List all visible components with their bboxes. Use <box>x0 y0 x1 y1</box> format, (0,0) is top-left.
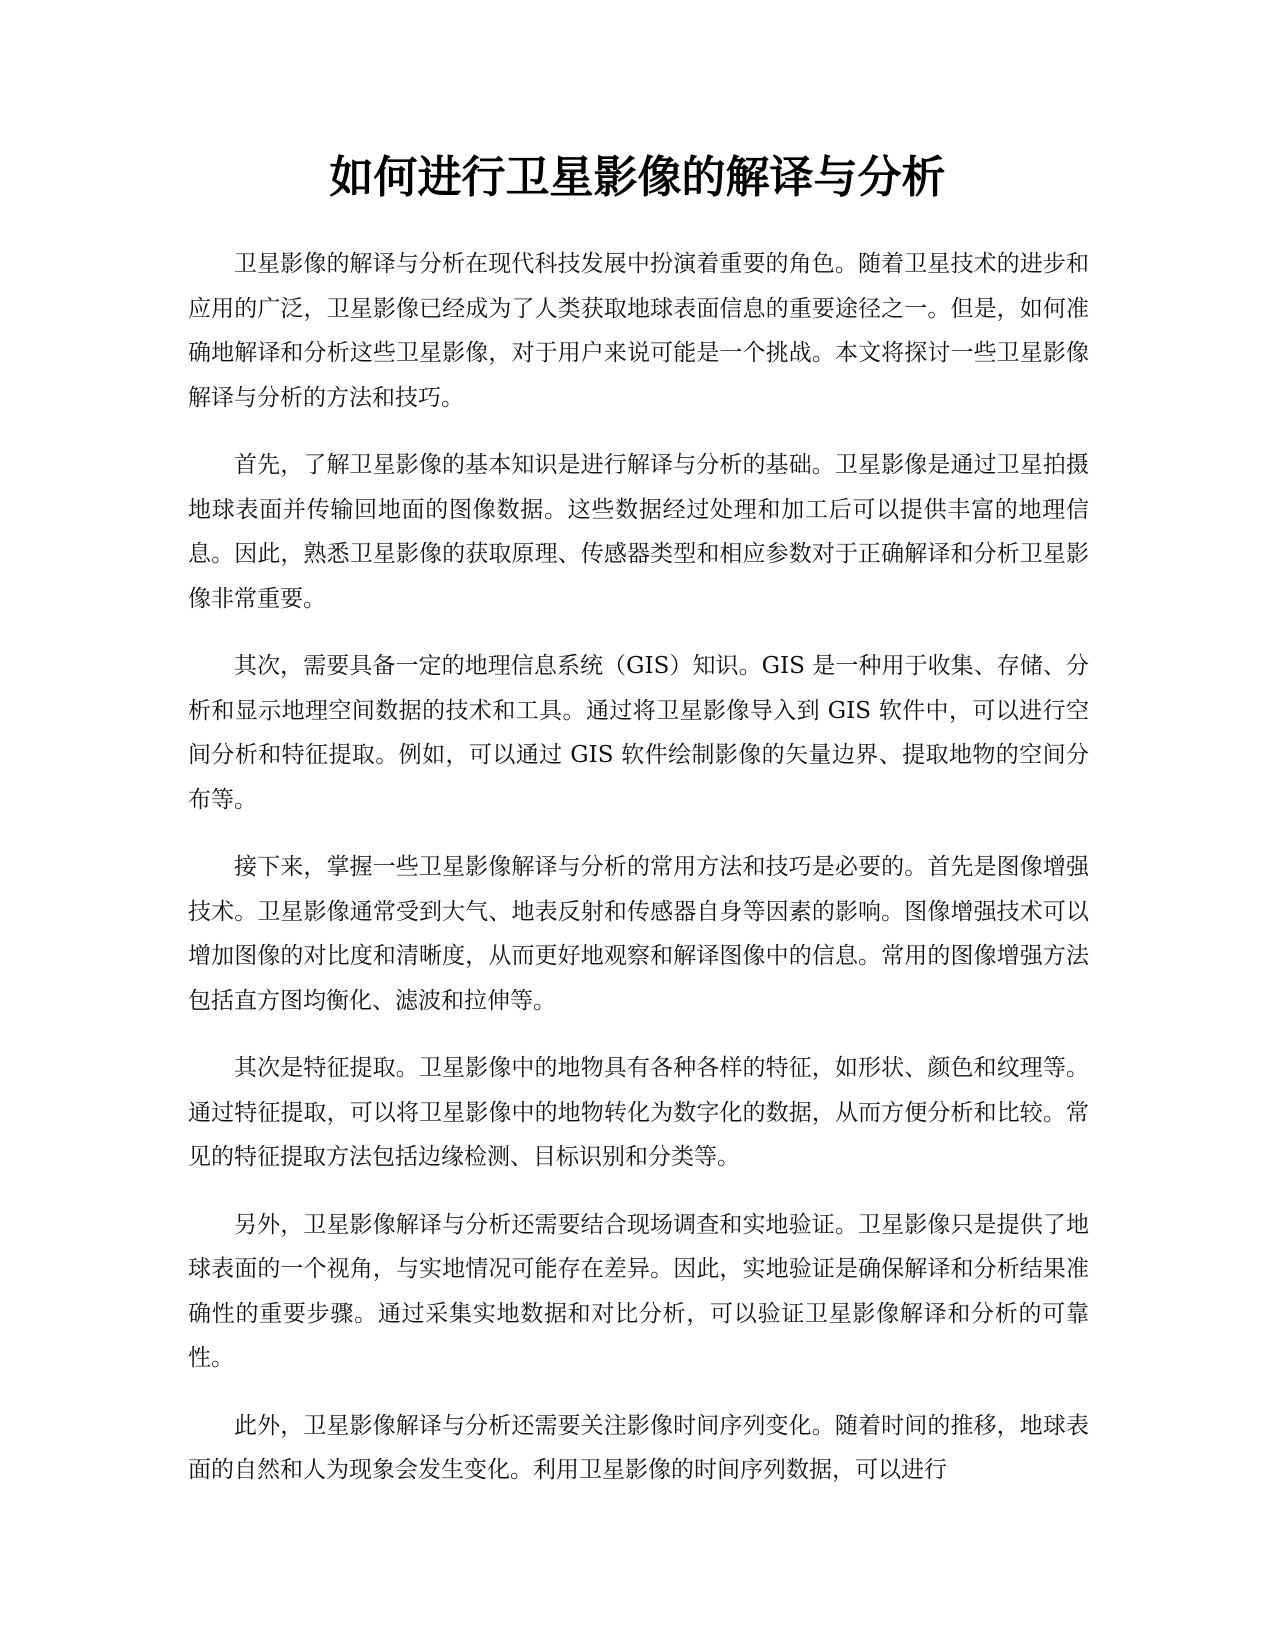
paragraph-7: 此外，卫星影像解译与分析还需要关注影像时间序列变化。随着时间的推移，地球表面的自然和人为现象会发生变化。利用卫星影像的时间序列数据，可以进行 <box>188 1412 1089 1483</box>
paragraph-5: 其次是特征提取。卫星影像中的地物具有各种各样的特征，如形状、颜色和纹理等。通过特征提取，可以将卫星影像中的地物转化为数字化的数据，从而方便分析和比较。常见的特征提取方法包括边缘检测、目标识别和分类等。 <box>188 1055 1089 1170</box>
document-body <box>188 242 1089 1516</box>
document-title: 如何进行卫星影像的解译与分析 <box>329 152 946 203</box>
paragraph-1: 卫星影像的解译与分析在现代科技发展中扮演着重要的角色。随着卫星技术的进步和应用的广泛，卫星影像已经成为了人类获取地球表面信息的重要途径之一。但是，如何准确地解译和分析这些卫星影像，对于用户来说可能是一个挑战。本文将探讨一些卫星影像解译与分析的方法和技巧。 <box>188 251 1089 411</box>
paragraph-3: 其次，需要具备一定的地理信息系统（GIS）知识。GIS 是一种用于收集、存储、分析和显示地理空间数据的技术和工具。通过将卫星影像导入到 GIS 软件中，可以进行空间分析和特征提取。例如，可以通过 GIS 软件绘制影像的矢量边界、提取地物的空间分布等。 <box>188 653 1089 813</box>
paragraph-4: 接下来，掌握一些卫星影像解译与分析的常用方法和技巧是必要的。首先是图像增强技术。卫星影像通常受到大气、地表反射和传感器自身等因素的影响。图像增强技术可以增加图像的对比度和清晰度，从而更好地观察和解译图像中的信息。常用的图像增强方法包括直方图均衡化、滤波和拉伸等。 <box>188 854 1089 1014</box>
paragraph-2: 首先，了解卫星影像的基本知识是进行解译与分析的基础。卫星影像是通过卫星拍摄地球表面并传输回地面的图像数据。这些数据经过处理和加工后可以提供丰富的地理信息。因此，熟悉卫星影像的获取原理、传感器类型和相应参数对于正确解译和分析卫星影像非常重要。 <box>188 452 1089 612</box>
paragraph-6: 另外，卫星影像解译与分析还需要结合现场调查和实地验证。卫星影像只是提供了地球表面的一个视角，与实地情况可能存在差异。因此，实地验证是确保解译和分析结果准确性的重要步骤。通过采集实地数据和对比分析，可以验证卫星影像解译和分析的可靠性。 <box>188 1211 1089 1371</box>
